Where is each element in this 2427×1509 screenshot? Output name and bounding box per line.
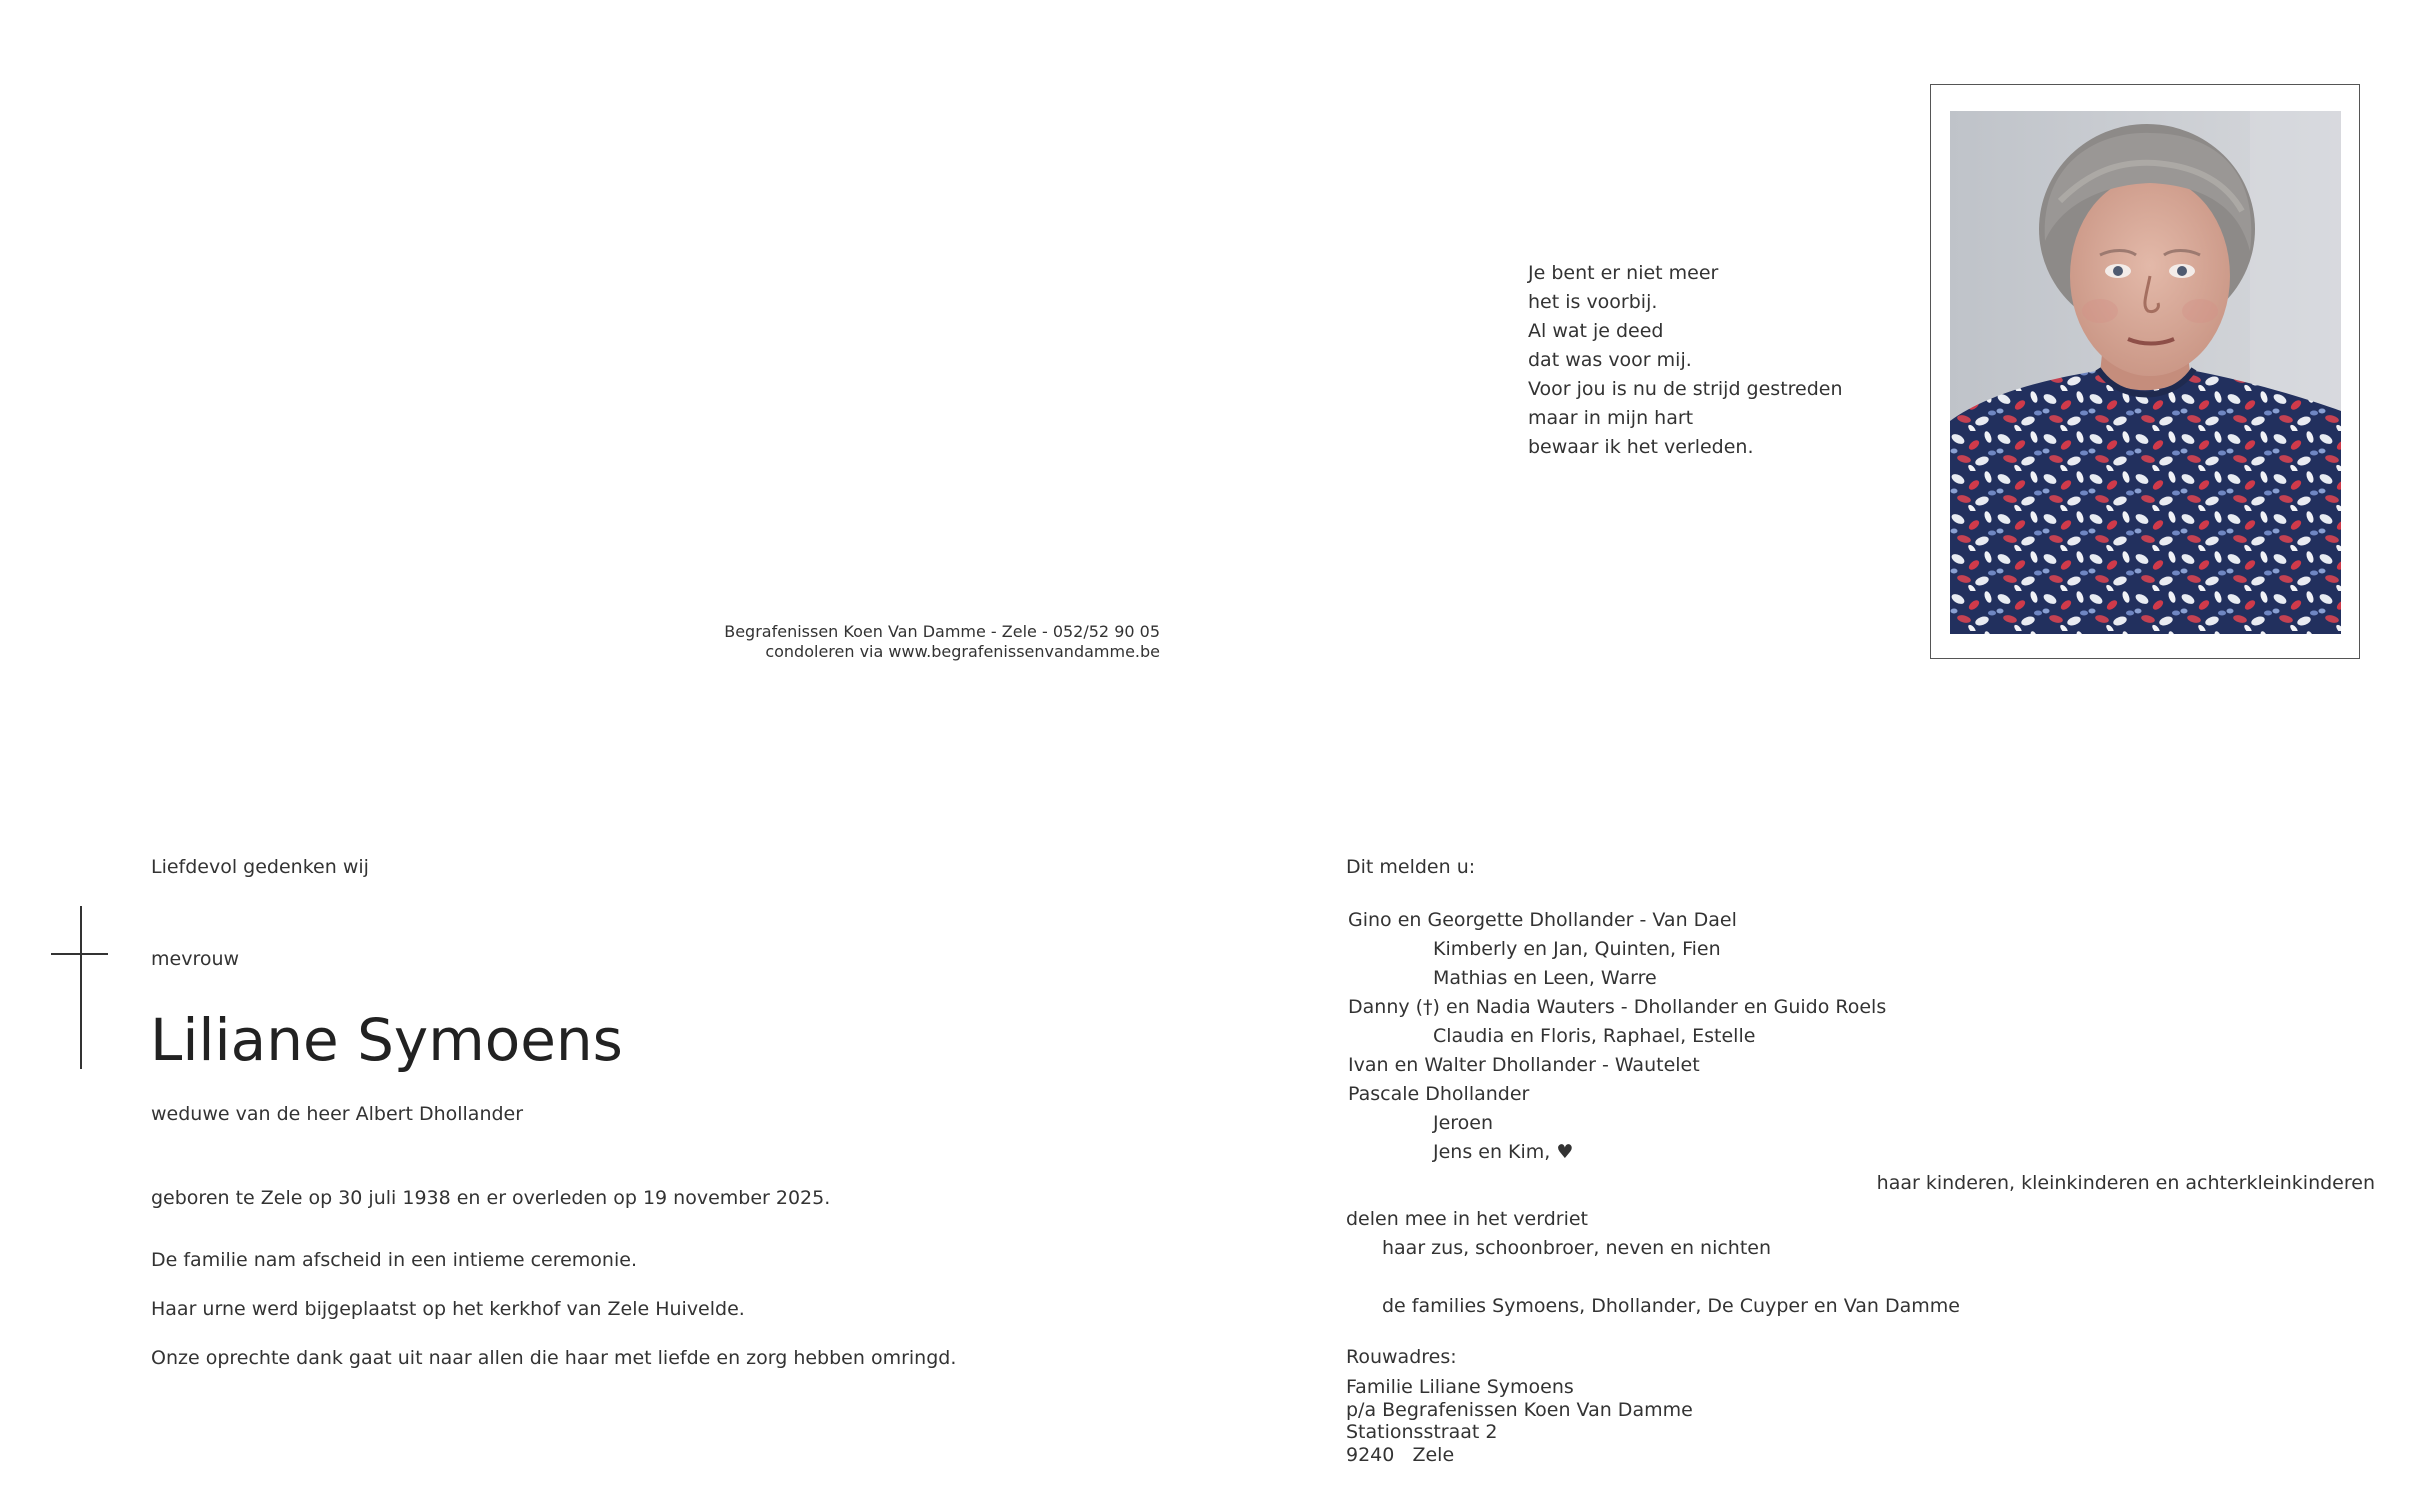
- poem-line: bewaar ik het verleden.: [1528, 436, 1754, 458]
- family-member: Pascale Dhollander: [1348, 1083, 1530, 1105]
- address-line: Familie Liliane Symoens: [1346, 1376, 1574, 1398]
- share-relatives: haar zus, schoonbroer, neven en nichten: [1382, 1237, 1772, 1259]
- family-member: Danny (†) en Nadia Wauters - Dhollander en Guido Roels: [1348, 996, 1887, 1018]
- cross-icon-bar: [51, 953, 108, 955]
- poem-line: maar in mijn hart: [1528, 407, 1694, 429]
- widow-text: weduwe van de heer Albert Dhollander: [151, 1103, 524, 1125]
- address-line: Stationsstraat 2: [1346, 1421, 1498, 1443]
- address-label: Rouwadres:: [1346, 1346, 1457, 1368]
- family-member: Gino en Georgette Dhollander - Van Dael: [1348, 909, 1737, 931]
- family-member: Kimberly en Jan, Quinten, Fien: [1433, 938, 1721, 960]
- cross-icon: [80, 906, 82, 1069]
- family-member: Jens en Kim, ♥: [1433, 1141, 1574, 1163]
- honorific: mevrouw: [151, 948, 240, 970]
- deceased-name: Liliane Symoens: [150, 1006, 623, 1074]
- urn-text: Haar urne werd bijgeplaatst op het kerkhof van Zele Huivelde.: [151, 1298, 745, 1320]
- thanks-text: Onze oprechte dank gaat uit naar allen die haar met liefde en zorg hebben omringd.: [151, 1347, 957, 1369]
- relation-text: haar kinderen, kleinkinderen en achterkleinkinderen: [1876, 1172, 2375, 1194]
- mourning-address: [1346, 1376, 1693, 1466]
- poem-line: het is voorbij.: [1528, 291, 1658, 313]
- family-list: [1348, 906, 1886, 1167]
- address-line: p/a Begrafenissen Koen Van Damme: [1346, 1398, 1693, 1421]
- share-intro: delen mee in het verdriet: [1346, 1208, 1589, 1230]
- family-member: Jeroen: [1433, 1112, 1494, 1134]
- poem-line: Voor jou is nu de strijd gestreden: [1528, 378, 1843, 400]
- poem: [1528, 259, 1843, 462]
- intro-text: Liefdevol gedenken wij: [151, 856, 369, 878]
- family-member: Claudia en Floris, Raphael, Estelle: [1433, 1025, 1756, 1047]
- funeral-home-website: condoleren via www.begrafenissenvandamme.be: [765, 642, 1160, 661]
- ceremony-text: De familie nam afscheid in een intieme ceremonie.: [151, 1249, 637, 1271]
- poem-line: Je bent er niet meer: [1528, 262, 1719, 284]
- poem-line: Al wat je deed: [1528, 320, 1664, 342]
- announce-intro: Dit melden u:: [1346, 856, 1476, 878]
- funeral-home-contact: Begrafenissen Koen Van Damme - Zele - 052/52 90 05: [724, 622, 1160, 641]
- family-member: Ivan en Walter Dhollander - Wautelet: [1348, 1054, 1700, 1076]
- address-line: 9240 Zele: [1346, 1443, 1455, 1466]
- portrait-photo: [1950, 111, 2341, 634]
- funeral-home-info: [640, 622, 1160, 662]
- birth-death-text: geboren te Zele op 30 juli 1938 en er overleden op 19 november 2025.: [151, 1187, 831, 1209]
- family-member: Mathias en Leen, Warre: [1433, 967, 1657, 989]
- share-families: de families Symoens, Dhollander, De Cuyper en Van Damme: [1382, 1295, 1960, 1317]
- poem-line: dat was voor mij.: [1528, 349, 1692, 371]
